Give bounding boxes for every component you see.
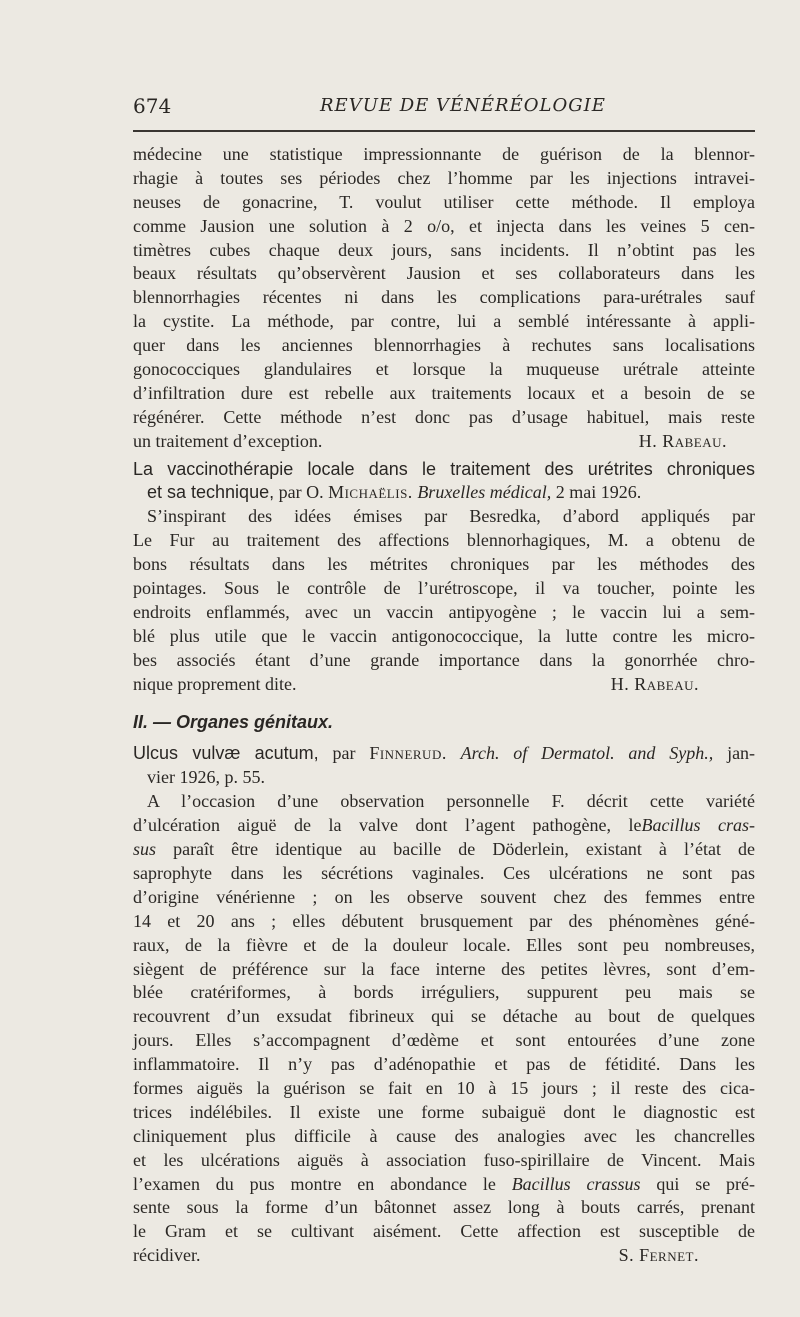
closing-line <box>133 430 755 454</box>
text-line: siègent de préférence sur la face interne des petites lèvres, sont d’em- <box>133 958 755 979</box>
text-line: nique proprement dite. <box>133 673 297 694</box>
author-signature: H. Rabeau. <box>610 673 699 694</box>
bacillus-name: sus <box>133 839 157 860</box>
text-line: bons résultats dans les métrites chroniques par les méthodes des <box>133 554 755 575</box>
text-line: recouvrent d’un exsudat fibrineux qui se détache au bout de quelques <box>133 1006 755 1027</box>
text-fragment: qui se pré- <box>656 1173 755 1194</box>
text-line: A l’occasion d’une observation personnelle F. décrit cette variété <box>147 791 755 812</box>
publication-date: jan- <box>727 743 756 764</box>
text-line: S’inspirant des idées émises par Besredka, d’abord appliqués par <box>147 506 755 527</box>
text-line: beaux résultats qu’observèrent Jausion et ses collaborateurs dans les <box>133 263 755 284</box>
text-line: d’infiltration dure est rebelle aux traitements locaux et a besoin de se <box>133 382 755 403</box>
header-rule <box>133 130 755 132</box>
article-author: Finnerud. <box>369 743 447 764</box>
publication-date: 2 mai 1926. <box>555 482 642 503</box>
text-line: endroits enflammés, avec un vaccin antipyogène ; le vaccin lui a sem- <box>133 601 755 622</box>
text-line: gonococciques glandulaires et lorsque la muqueuse urétrale atteinte <box>133 359 755 380</box>
text-fragment: d’ulcération aiguë de la valve dont l’agent pathogène, le <box>133 815 642 836</box>
journal-name: Bruxelles médical, <box>417 482 552 503</box>
page-header <box>133 93 755 123</box>
text-line: bes associés étant d’une grande importance dans la gonorrhée chro- <box>133 649 755 670</box>
article-title-text: Ulcus vulvæ acutum, <box>133 743 319 764</box>
text-line: comme Jausion une solution à 2 o/o, et injecta dans les veines 5 cen- <box>133 215 755 236</box>
text-line: le Gram et se cultivant aisément. Cette affection est susceptible de <box>133 1221 755 1242</box>
text-line: 14 et 20 ans ; elles débutent brusquement par des phénomènes géné- <box>133 910 755 931</box>
page-body <box>133 143 755 1268</box>
text-line: régénérer. Cette méthode n’est donc pas d’usage habituel, mais reste <box>133 406 755 427</box>
text-line <box>133 814 755 838</box>
closing-line <box>133 673 755 697</box>
text-line: sente sous la forme d’un bâtonnet assez long à bouts carrés, prenant <box>133 1197 755 1218</box>
text-line: formes aiguës la guérison se fait en 10 à 15 jours ; il reste des cica- <box>133 1077 755 1098</box>
text-fragment: paraît être identique au bacille de Döderlein, existant à l’état de <box>173 839 755 860</box>
article-title-end: et sa technique, <box>147 482 275 503</box>
text-line: quer dans les anciennes blennorrhagies à rechutes sans localisations <box>133 335 755 356</box>
page-number: 674 <box>133 94 172 118</box>
author-signature: S. Fernet. <box>618 1245 699 1266</box>
article-vaccinotherapie <box>133 458 755 697</box>
running-title: REVUE DE VÉNÉRÉOLOGIE <box>320 95 606 116</box>
text-line: raux, de la fièvre et de la douleur locale. Elles sont peu nombreuses, <box>133 934 755 955</box>
by-label: par O. <box>278 482 324 503</box>
text-line: trices indélébiles. Il existe une forme subaiguë dont le diagnostic est <box>133 1101 755 1122</box>
text-line: jours. Elles s’accompagnent d’œdème et sont entourées d’une zone <box>133 1030 755 1051</box>
text-line: blée cratériformes, à bords irréguliers, suppurent peu mais se <box>133 982 755 1003</box>
article-author: Michaëlis. <box>328 482 413 503</box>
text-line: blé plus utile que le vaccin antigonococcique, la lutte contre les micro- <box>133 625 755 646</box>
text-line: pointages. Sous le contrôle de l’urétroscope, il va toucher, pointe les <box>133 578 755 599</box>
text-line: récidiver. <box>133 1245 201 1266</box>
journal-name: Arch. of Dermatol. and Syph., <box>460 743 714 764</box>
text-line: et les ulcérations aiguës à association fuso-spirillaire de Vincent. Mais <box>133 1149 755 1170</box>
article-title-continued <box>133 481 755 505</box>
text-line: la cystite. La méthode, par contre, lui a semblé intéressante à appli- <box>133 311 755 332</box>
text-line: neuses de gonacrine, T. voulut utiliser cette méthode. Il employa <box>133 191 755 212</box>
author-signature: H. Rabeau. <box>638 430 727 451</box>
text-line: blennorrhagies récentes ni dans les complications para-urétrales sauf <box>133 287 755 308</box>
text-line <box>133 1173 755 1197</box>
text-line: médecine une statistique impressionnante de guérison de la blennor- <box>133 144 755 164</box>
text-line: rhagie à toutes ses périodes chez l’homme par les injections intravei- <box>133 167 755 188</box>
text-line: inflammatoire. Il n’y pas d’adénopathie et pas de fétidité. Dans les <box>133 1054 755 1075</box>
text-line: cliniquement plus difficile à cause des analogies avec les chancrelles <box>133 1125 755 1146</box>
article-title <box>133 742 755 766</box>
text-line: un traitement d’exception. <box>133 430 323 451</box>
article-gonacrine <box>133 143 755 454</box>
article-title: La vaccinothérapie locale dans le traitement des urétrites chroniques <box>133 458 755 479</box>
by-label: par <box>332 743 356 764</box>
text-line: saprophyte dans les sécrétions vaginales. Ces ulcérations ne sont pas <box>133 862 755 883</box>
closing-line <box>133 1244 755 1268</box>
text-line: timètres cubes chaque deux jours, sans incidents. Il n’obtint pas les <box>133 239 755 260</box>
text-fragment: l’examen du pus montre en abondance le <box>133 1173 496 1194</box>
article-ulcus-vulvae <box>133 742 755 1268</box>
publication-date-continued: vier 1926, p. 55. <box>147 767 265 788</box>
bacillus-name: Bacillus crassus <box>511 1173 641 1194</box>
section-heading: II. — Organes génitaux. <box>133 712 334 733</box>
text-line: d’origine vénérienne ; on les observe souvent chez des femmes entre <box>133 886 755 907</box>
text-line <box>133 838 755 862</box>
bacillus-name: Bacillus cras- <box>641 815 755 836</box>
text-line: Le Fur au traitement des affections blennorhagiques, M. a obtenu de <box>133 530 755 551</box>
